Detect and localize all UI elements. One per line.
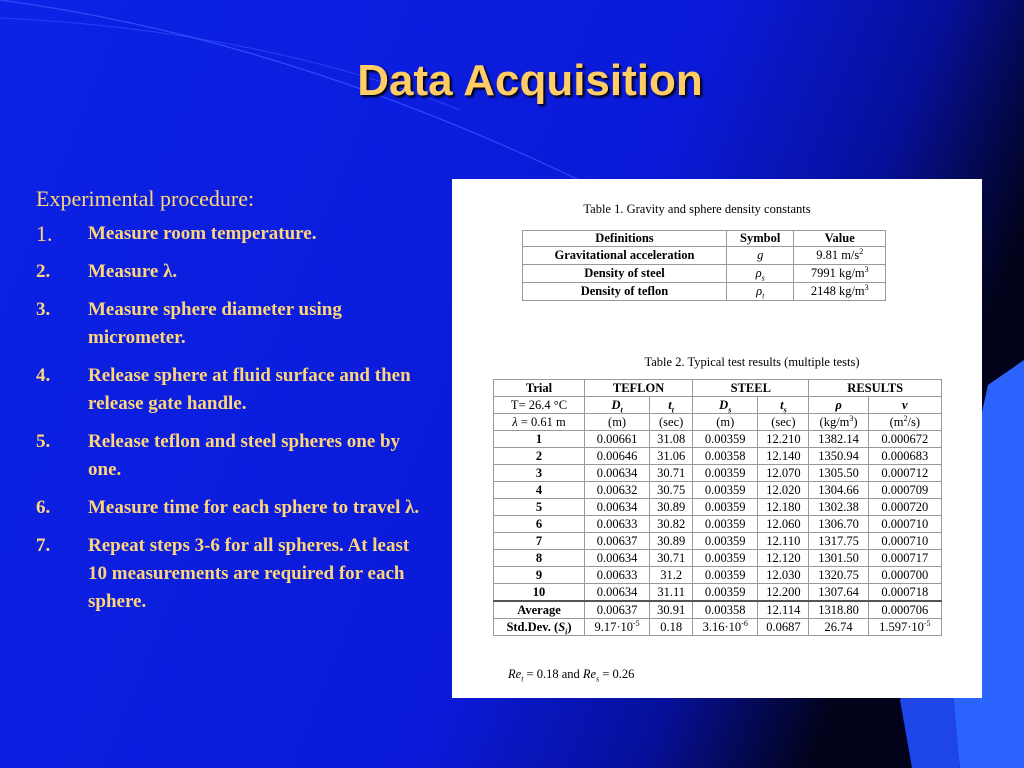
step-text: Release teflon and steel spheres one by one. [88, 431, 401, 480]
subscript: s [783, 405, 787, 415]
trial-number-cell: 4 [494, 482, 585, 499]
subscript-text: s [596, 674, 600, 684]
table-cell: 0.000710 [868, 516, 941, 533]
symbol-header [693, 397, 758, 414]
procedure-step [36, 494, 426, 522]
exponent: -5 [923, 618, 931, 628]
table2-body [494, 431, 942, 602]
exponent: 3 [864, 282, 869, 292]
stddev-label [494, 619, 585, 636]
symbol: t [668, 398, 672, 412]
unit-text: /s) [907, 415, 921, 429]
table-row [494, 448, 942, 465]
table-cell: 1382.14 [809, 431, 868, 448]
subscript-text: t [521, 674, 524, 684]
table-cell: 0.000712 [868, 465, 941, 482]
exponent: -5 [633, 618, 640, 628]
stddev-cell [868, 619, 941, 636]
table-cell: 0.00358 [693, 448, 758, 465]
table-cell: 0.00359 [693, 482, 758, 499]
exponent: 2 [859, 246, 864, 256]
table-cell: 31.2 [650, 567, 693, 584]
trial-number-cell: 7 [494, 533, 585, 550]
symbol: t [780, 398, 784, 412]
step-number: 1. [36, 221, 53, 246]
group-header: TEFLON [585, 380, 693, 397]
average-label: Average [494, 601, 585, 619]
procedure-section [36, 186, 426, 626]
table-cell: 0.00632 [585, 482, 650, 499]
table-cell: 0.000717 [868, 550, 941, 567]
table-cell: 0.00646 [585, 448, 650, 465]
table-cell: 12.140 [758, 448, 809, 465]
step-number: 2. [36, 261, 51, 282]
stddev-cell [585, 619, 650, 636]
symbol-cell [726, 283, 794, 301]
table-row [494, 550, 942, 567]
table-cell: 0.00359 [693, 567, 758, 584]
procedure-step [36, 220, 426, 248]
step-number: 7. [36, 535, 51, 556]
table-cell: 30.82 [650, 516, 693, 533]
trial-number-cell: 5 [494, 499, 585, 516]
procedure-step [36, 428, 426, 484]
lambda-value: = 0.61 m [517, 415, 566, 429]
trial-number-cell: 8 [494, 550, 585, 567]
re-teflon-value: = 0.18 and [523, 667, 583, 681]
symbol: D [611, 398, 621, 412]
slide-title: Data Acquisition [357, 56, 703, 105]
table-cell: 31.06 [650, 448, 693, 465]
stddev-label-text: Std.Dev. ( [506, 620, 559, 634]
average-cell: 0.000706 [868, 601, 941, 619]
table-cell: 0.00637 [585, 533, 650, 550]
table-header-row [494, 380, 942, 397]
average-cell: 30.91 [650, 601, 693, 619]
table-row [494, 516, 942, 533]
step-number: 3. [36, 299, 51, 320]
exponent: 3 [849, 413, 854, 423]
temperature-cell: T= 26.4 °C [494, 397, 585, 414]
stddev-cell: 0.0687 [758, 619, 809, 636]
subscript [762, 292, 764, 301]
table-cell: 12.180 [758, 499, 809, 516]
trial-number-cell: 9 [494, 567, 585, 584]
symbol-header [650, 397, 693, 414]
average-cell: 1318.80 [809, 601, 868, 619]
unit-cell: (m) [693, 414, 758, 431]
table-cell: 12.060 [758, 516, 809, 533]
column-header: Symbol [726, 231, 794, 247]
average-cell: 12.114 [758, 601, 809, 619]
symbol: D [719, 398, 729, 412]
subscript: s [728, 405, 732, 415]
table-row [494, 499, 942, 516]
unit-cell: (m) [585, 414, 650, 431]
table-cell: 0.000709 [868, 482, 941, 499]
table-cell: 0.00359 [693, 431, 758, 448]
table-header-row [523, 231, 886, 247]
value-text: 7991 kg/m [810, 266, 865, 280]
subscript-text: s [761, 273, 765, 283]
reynolds-numbers [508, 667, 634, 682]
table-row [494, 465, 942, 482]
exponent: 3 [864, 264, 869, 274]
symbol: ρ [756, 284, 763, 298]
table-cell: 30.71 [650, 465, 693, 482]
table-cell: 0.00634 [585, 584, 650, 602]
table-cell: 12.200 [758, 584, 809, 602]
unit-text: ) [853, 415, 858, 429]
step-text: Measure room temperature. [88, 223, 317, 244]
step-text: Measure sphere diameter using micrometer. [88, 299, 342, 348]
table-cell: 1301.50 [809, 550, 868, 567]
stddev-cell [693, 619, 758, 636]
stddev-label-end: ) [567, 620, 572, 634]
table-cell: 0.000683 [868, 448, 941, 465]
value-text: 9.81 m/s [816, 248, 860, 262]
trial-number-cell: 10 [494, 584, 585, 602]
step-text: Release sphere at fluid surface and then release gate handle. [88, 365, 411, 414]
table-cell: 31.08 [650, 431, 693, 448]
stddev-cell: 0.18 [650, 619, 693, 636]
re-symbol: Re [508, 667, 522, 681]
table-cell: 0.000720 [868, 499, 941, 516]
trial-number-cell: 6 [494, 516, 585, 533]
step-number: 5. [36, 431, 51, 452]
table-cell: 0.00359 [693, 499, 758, 516]
stddev-row [494, 619, 942, 636]
procedure-step [36, 532, 426, 616]
definition-cell: Density of teflon [523, 283, 727, 301]
step-text: Measure time for each sphere to travel λ. [88, 497, 420, 518]
table-cell: 12.070 [758, 465, 809, 482]
symbol-header [585, 397, 650, 414]
column-header: Definitions [523, 231, 727, 247]
group-header: RESULTS [809, 380, 942, 397]
procedure-step [36, 296, 426, 352]
re-symbol: Re [582, 667, 597, 681]
table-cell: 0.000718 [868, 584, 941, 602]
procedure-step [36, 362, 426, 418]
unit-cell [809, 414, 868, 431]
stddev-value: 1.597·10 [879, 620, 924, 634]
table-row [494, 482, 942, 499]
stddev-symbol: S [558, 620, 566, 634]
subscript: t [671, 405, 675, 415]
step-text: Measure λ. [88, 261, 178, 282]
table-row [523, 265, 886, 283]
symbol: ρ [755, 266, 762, 280]
table-cell: 12.110 [758, 533, 809, 550]
unit-text: (kg/m [819, 415, 850, 429]
symbol-header: ρ [809, 397, 868, 414]
lambda-cell [494, 414, 585, 431]
table-cell: 1305.50 [809, 465, 868, 482]
table-cell: 0.00359 [693, 550, 758, 567]
table-cell: 1306.70 [809, 516, 868, 533]
symbol-header [758, 397, 809, 414]
table-cell: 1304.66 [809, 482, 868, 499]
table-cell: 0.000672 [868, 431, 941, 448]
table2 [493, 379, 942, 636]
trial-header: Trial [494, 380, 585, 397]
trial-number-cell: 1 [494, 431, 585, 448]
table-row [494, 533, 942, 550]
group-header: STEEL [693, 380, 809, 397]
column-header: Value [794, 231, 886, 247]
trial-number-cell: 3 [494, 465, 585, 482]
table-row [523, 247, 886, 265]
unit-cell: (sec) [650, 414, 693, 431]
table-cell: 30.75 [650, 482, 693, 499]
table-cell: 0.00359 [693, 516, 758, 533]
table-cell: 0.000710 [868, 533, 941, 550]
table-row [494, 584, 942, 602]
subscript-text: i [565, 627, 568, 637]
table-cell: 30.71 [650, 550, 693, 567]
step-number: 4. [36, 365, 51, 386]
table-cell: 1307.64 [809, 584, 868, 602]
table-cell: 30.89 [650, 533, 693, 550]
table-cell: 1350.94 [809, 448, 868, 465]
table-cell: 0.00634 [585, 465, 650, 482]
exponent: 2 [903, 413, 908, 423]
definition-cell: Density of steel [523, 265, 727, 283]
definition-cell: Gravitational acceleration [523, 247, 727, 265]
table-cell: 12.020 [758, 482, 809, 499]
tables-panel [452, 179, 982, 698]
table-row [494, 567, 942, 584]
table-cell: 1302.38 [809, 499, 868, 516]
unit-text: (m [889, 415, 904, 429]
symbol-cell [726, 247, 794, 265]
exponent: -6 [741, 618, 748, 628]
unit-cell [868, 414, 941, 431]
table-cell: 0.00633 [585, 567, 650, 584]
table-units-row [494, 414, 942, 431]
average-row [494, 601, 942, 619]
procedure-steps [36, 220, 426, 616]
trial-number-cell: 2 [494, 448, 585, 465]
re-steel-value: = 0.26 [599, 667, 635, 681]
step-number: 6. [36, 497, 51, 518]
procedure-heading: Experimental procedure: [36, 186, 255, 211]
table1 [522, 230, 886, 301]
table-cell: 12.210 [758, 431, 809, 448]
table-cell: 0.000700 [868, 567, 941, 584]
table-cell: 1320.75 [809, 567, 868, 584]
value-cell [794, 265, 886, 283]
stddev-value: 3.16·10 [702, 620, 742, 634]
stddev-cell: 26.74 [809, 619, 868, 636]
unit-cell: (sec) [758, 414, 809, 431]
value-text: 2148 kg/m [810, 284, 865, 298]
table-cell: 1317.75 [809, 533, 868, 550]
subscript: t [620, 405, 623, 415]
symbol-cell [726, 265, 794, 283]
table-cell: 30.89 [650, 499, 693, 516]
table-cell: 31.11 [650, 584, 693, 602]
table2-caption: Table 2. Typical test results (multiple tests) [644, 355, 860, 369]
table-cell: 0.00661 [585, 431, 650, 448]
table-symbol-row [494, 397, 942, 414]
table-row [523, 283, 886, 301]
average-cell: 0.00358 [693, 601, 758, 619]
table-cell: 0.00359 [693, 584, 758, 602]
table1-caption: Table 1. Gravity and sphere density constants [583, 202, 811, 216]
table-cell: 0.00633 [585, 516, 650, 533]
stddev-value: 9.17·10 [594, 620, 634, 634]
symbol-header: ν [868, 397, 941, 414]
table-cell: 0.00359 [693, 465, 758, 482]
average-cell: 0.00637 [585, 601, 650, 619]
step-text: Repeat steps 3-6 for all spheres. At least 10 measurements are required for each sphere. [88, 535, 410, 612]
table-row [494, 431, 942, 448]
subscript-text: t [762, 291, 765, 301]
table-cell: 0.00634 [585, 499, 650, 516]
table-cell: 12.030 [758, 567, 809, 584]
table-cell: 0.00634 [585, 550, 650, 567]
procedure-step [36, 258, 426, 286]
table-cell: 12.120 [758, 550, 809, 567]
symbol: g [757, 248, 764, 262]
lambda-symbol: λ [512, 415, 518, 429]
table-cell: 0.00359 [693, 533, 758, 550]
value-cell [794, 247, 886, 265]
subscript [762, 274, 765, 283]
value-cell [794, 283, 886, 301]
